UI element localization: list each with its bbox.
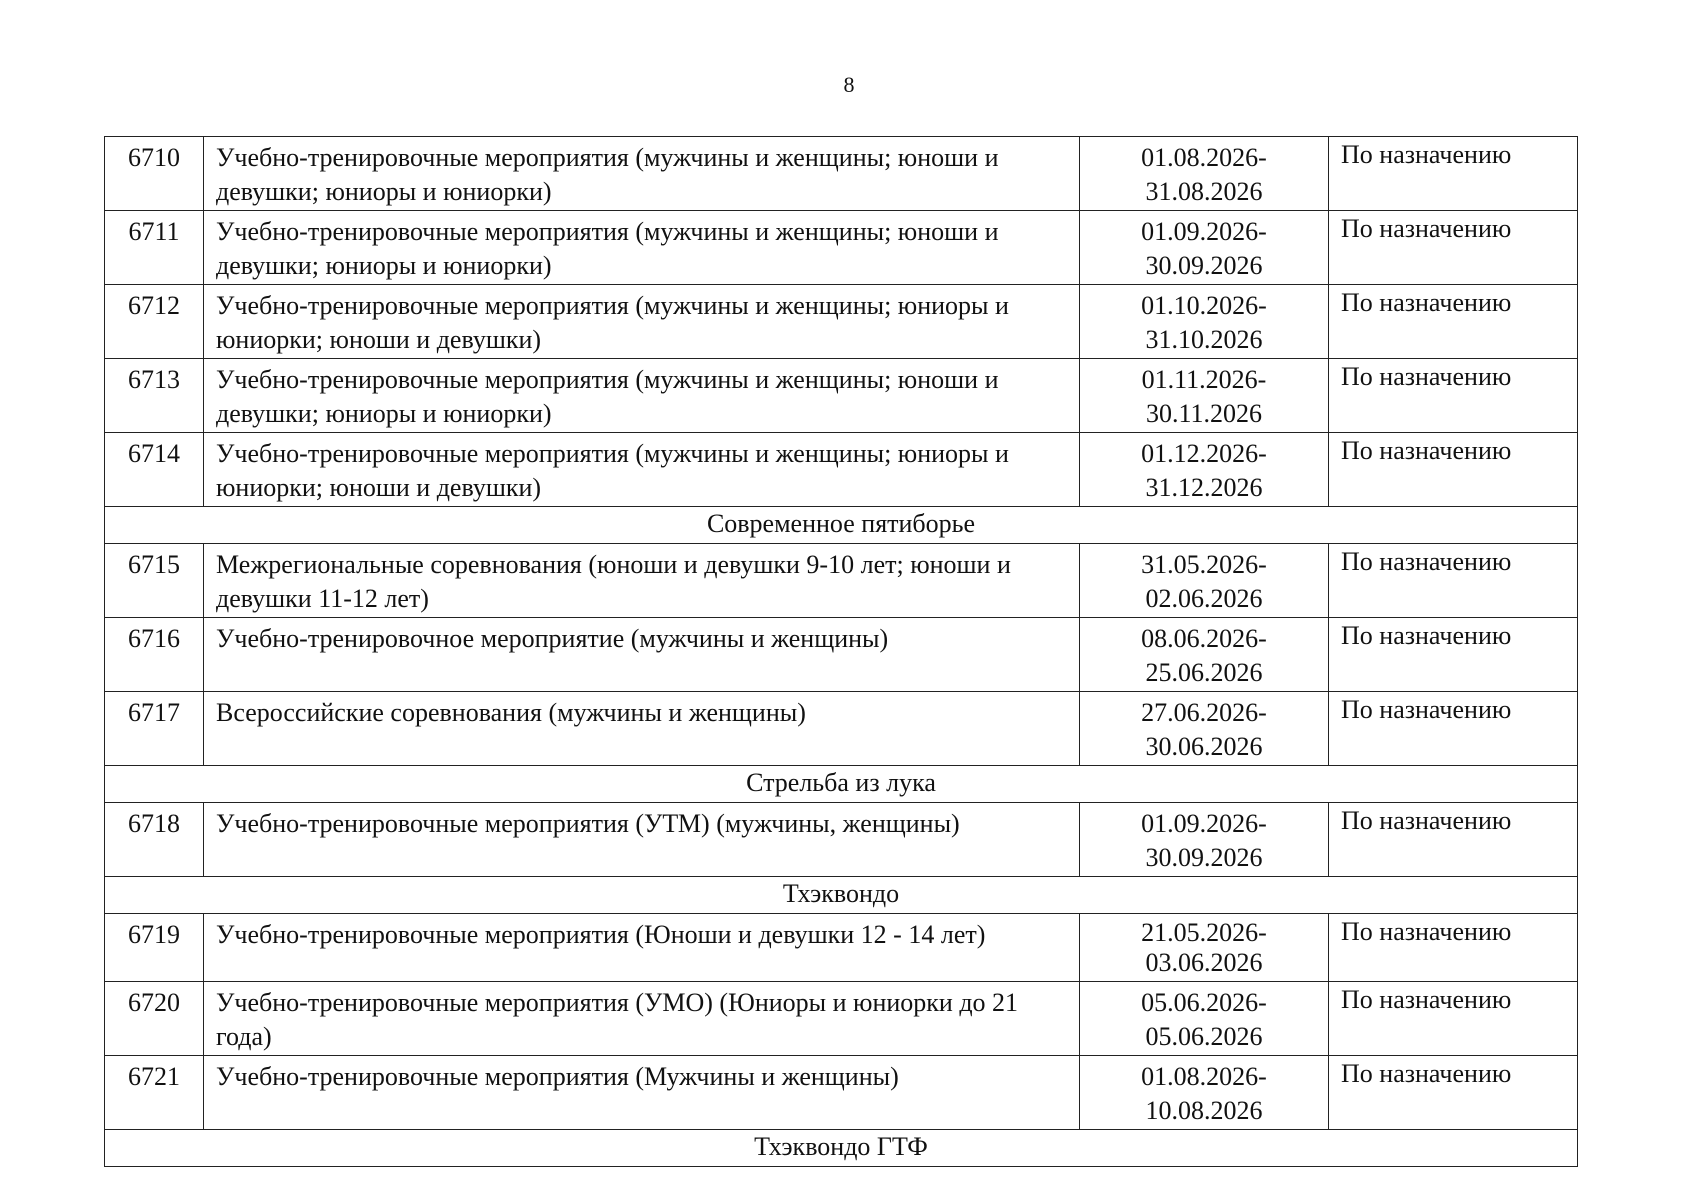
event-dates (1080, 544, 1329, 618)
events-table (104, 136, 1578, 1167)
event-date-end: 30.09.2026 (1145, 251, 1263, 280)
event-date-end: 03.06.2026 (1145, 948, 1263, 977)
event-place: По назначению (1329, 359, 1578, 433)
event-place: По назначению (1329, 137, 1578, 211)
page-number: 8 (843, 72, 855, 97)
event-name: Учебно-тренировочные мероприятия (мужчины и женщины; юноши и девушки; юниоры и юниорки) (204, 359, 1080, 433)
event-id: 6715 (105, 544, 204, 618)
event-date-end: 30.09.2026 (1145, 843, 1263, 872)
event-date-end: 30.06.2026 (1145, 732, 1263, 761)
event-date-end: 31.10.2026 (1145, 325, 1263, 354)
event-place: По назначению (1329, 285, 1578, 359)
table-row (105, 1056, 1578, 1130)
event-dates (1080, 285, 1329, 359)
event-name: Учебно-тренировочные мероприятия (УТМ) (мужчины, женщины) (204, 803, 1080, 877)
section-title: Стрельба из лука (105, 766, 1578, 803)
section-header-row (105, 1130, 1578, 1167)
table-row (105, 618, 1578, 692)
event-dates (1080, 914, 1329, 982)
section-title: Современное пятиборье (105, 507, 1578, 544)
event-dates (1080, 618, 1329, 692)
event-dates (1080, 982, 1329, 1056)
event-id: 6718 (105, 803, 204, 877)
event-place: По назначению (1329, 618, 1578, 692)
event-place: По назначению (1329, 1056, 1578, 1130)
event-dates (1080, 211, 1329, 285)
table-row (105, 544, 1578, 618)
event-dates (1080, 803, 1329, 877)
event-name: Межрегиональные соревнования (юноши и девушки 9-10 лет; юноши и девушки 11-12 лет) (204, 544, 1080, 618)
table-row (105, 914, 1578, 982)
event-date-start: 01.08.2026- (1141, 143, 1267, 172)
event-date-start: 05.06.2026- (1141, 988, 1267, 1017)
event-id: 6711 (105, 211, 204, 285)
section-title: Тхэквондо (105, 877, 1578, 914)
event-id: 6721 (105, 1056, 204, 1130)
event-place: По назначению (1329, 914, 1578, 982)
section-header-row (105, 766, 1578, 803)
event-place: По назначению (1329, 544, 1578, 618)
event-date-end: 02.06.2026 (1145, 584, 1263, 613)
event-date-end: 10.08.2026 (1145, 1096, 1263, 1125)
event-date-start: 08.06.2026- (1141, 624, 1267, 653)
event-place: По назначению (1329, 803, 1578, 877)
event-dates (1080, 692, 1329, 766)
table-row (105, 359, 1578, 433)
event-date-end: 25.06.2026 (1145, 658, 1263, 687)
event-dates (1080, 433, 1329, 507)
event-place: По назначению (1329, 982, 1578, 1056)
table-row (105, 433, 1578, 507)
event-date-start: 27.06.2026- (1141, 698, 1267, 727)
event-place: По назначению (1329, 433, 1578, 507)
event-id: 6720 (105, 982, 204, 1056)
event-id: 6712 (105, 285, 204, 359)
event-id: 6717 (105, 692, 204, 766)
event-date-start: 01.09.2026- (1141, 217, 1267, 246)
event-date-end: 30.11.2026 (1145, 399, 1263, 428)
event-id: 6713 (105, 359, 204, 433)
event-name: Учебно-тренировочные мероприятия (мужчины и женщины; юноши и девушки; юниоры и юниорки) (204, 137, 1080, 211)
event-name: Учебно-тренировочные мероприятия (мужчины и женщины; юниоры и юниорки; юноши и девушки) (204, 433, 1080, 507)
event-name: Учебно-тренировочные мероприятия (Юноши и девушки 12 - 14 лет) (204, 914, 1080, 982)
table-row (105, 803, 1578, 877)
section-title: Тхэквондо ГТФ (105, 1130, 1578, 1167)
event-name: Учебно-тренировочные мероприятия (Мужчины и женщины) (204, 1056, 1080, 1130)
event-name: Учебно-тренировочные мероприятия (мужчины и женщины; юниоры и юниорки; юноши и девушки) (204, 285, 1080, 359)
section-header-row (105, 507, 1578, 544)
table-row (105, 211, 1578, 285)
table-row (105, 285, 1578, 359)
event-date-end: 31.08.2026 (1145, 177, 1263, 206)
event-date-start: 01.09.2026- (1141, 809, 1267, 838)
event-dates (1080, 1056, 1329, 1130)
event-name: Учебно-тренировочные мероприятия (мужчины и женщины; юноши и девушки; юниоры и юниорки) (204, 211, 1080, 285)
event-date-start: 01.10.2026- (1141, 291, 1267, 320)
event-id: 6714 (105, 433, 204, 507)
table-row (105, 137, 1578, 211)
event-name: Всероссийские соревнования (мужчины и женщины) (204, 692, 1080, 766)
event-name: Учебно-тренировочные мероприятия (УМО) (Юниоры и юниорки до 21 года) (204, 982, 1080, 1056)
event-place: По назначению (1329, 211, 1578, 285)
event-date-start: 21.05.2026- (1141, 918, 1267, 947)
event-date-end: 05.06.2026 (1145, 1022, 1263, 1051)
event-id: 6716 (105, 618, 204, 692)
event-id: 6710 (105, 137, 204, 211)
event-name: Учебно-тренировочное мероприятие (мужчины и женщины) (204, 618, 1080, 692)
event-date-start: 01.08.2026- (1141, 1062, 1267, 1091)
event-id: 6719 (105, 914, 204, 982)
event-date-end: 31.12.2026 (1145, 473, 1263, 502)
event-dates (1080, 137, 1329, 211)
table-row (105, 982, 1578, 1056)
event-date-start: 01.11.2026- (1141, 365, 1267, 394)
event-dates (1080, 359, 1329, 433)
event-date-start: 31.05.2026- (1141, 550, 1267, 579)
event-date-start: 01.12.2026- (1141, 439, 1267, 468)
event-place: По назначению (1329, 692, 1578, 766)
section-header-row (105, 877, 1578, 914)
table-row (105, 692, 1578, 766)
